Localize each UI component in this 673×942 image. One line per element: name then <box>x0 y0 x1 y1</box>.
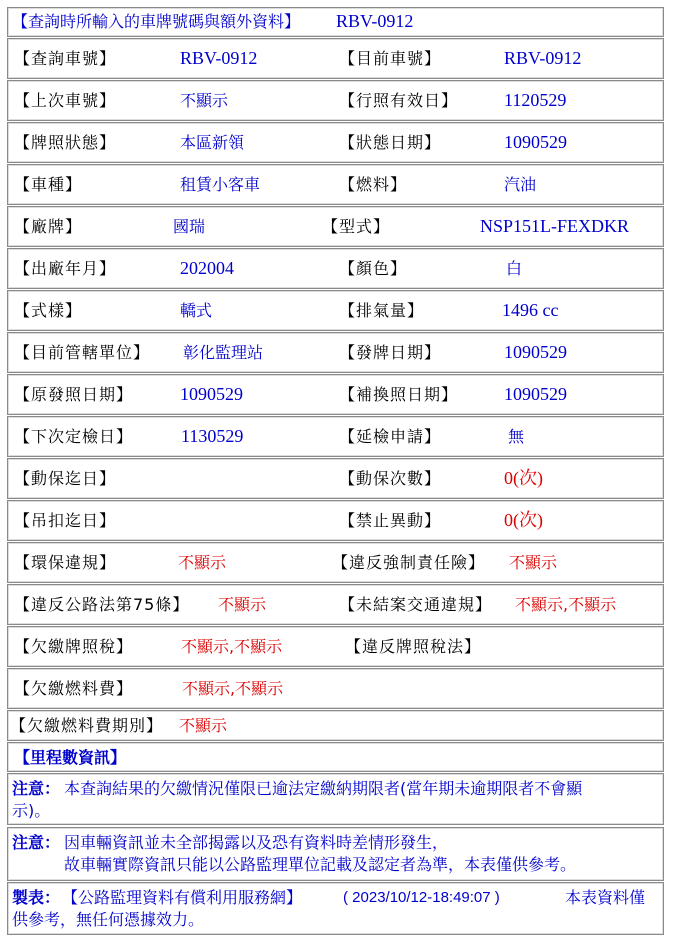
label-unpaid-license-tax: 【欠繳牌照稅】 <box>14 637 134 656</box>
label-fuel: 【燃料】 <box>339 175 408 194</box>
report-footer <box>7 882 664 935</box>
value-vehicle-type: 租賃小客車 <box>180 175 261 194</box>
value-model: NSP151L-FEXDKR <box>480 216 630 236</box>
note-unpaid-scope <box>7 773 664 825</box>
row-plate-status <box>7 122 664 163</box>
row-query-plate <box>7 38 664 79</box>
value-issue-date: 1090529 <box>504 342 567 362</box>
label-license-valid-date: 【行照有效日】 <box>339 91 459 110</box>
label-insurance-violation: 【違反強制責任險】 <box>332 553 486 572</box>
row-body-style <box>7 290 664 331</box>
query-header-label: 【查詢時所輸入的車牌號碼與額外資料】 <box>12 12 301 31</box>
label-fuel-fee-period: 【欠繳燃料費期別】 <box>10 716 164 735</box>
value-transfer-ban: 0(次) <box>504 510 543 530</box>
footer-prefix: 製表： <box>12 888 61 907</box>
label-manufacture-date: 【出廠年月】 <box>14 259 117 278</box>
footer-source-link[interactable]: 【公路監理資料有償利用服務網】 <box>62 888 303 907</box>
label-unpaid-fuel-fee: 【欠繳燃料費】 <box>14 679 134 698</box>
row-fuel-fee <box>7 668 664 709</box>
value-inspection-extension: 無 <box>508 427 525 446</box>
label-transfer-ban: 【禁止異動】 <box>339 511 442 530</box>
mileage-title: 【里程數資訊】 <box>14 748 127 767</box>
row-vehicle-type <box>7 164 664 205</box>
label-model: 【型式】 <box>322 217 391 236</box>
note-data-disclaimer-line2: 故車輛實際資訊只能以公路監理單位記載及認定者為準，本表僅供參考。 <box>64 855 577 874</box>
label-brand: 【廠牌】 <box>14 217 83 236</box>
value-fuel: 汽油 <box>504 175 537 194</box>
label-traffic-violation: 【未結案交通違規】 <box>339 595 493 614</box>
label-next-inspection: 【下次定檢日】 <box>14 427 134 446</box>
row-license-tax <box>7 626 664 667</box>
label-body-style: 【式樣】 <box>14 301 83 320</box>
label-previous-plate: 【上次車號】 <box>14 91 117 110</box>
note-unpaid-scope-line2: 示)。 <box>12 801 51 820</box>
mileage-section <box>7 742 664 772</box>
value-next-inspection: 1130529 <box>181 426 244 446</box>
note-data-disclaimer <box>7 827 664 881</box>
value-license-valid-date: 1120529 <box>504 90 567 110</box>
note-data-disclaimer-line1: 因車輛資訊並未全部揭露以及恐有資料時差情形發生， <box>64 833 449 852</box>
row-previous-plate <box>7 80 664 121</box>
value-chattel-mortgage-count: 0(次) <box>504 468 543 488</box>
value-query-plate: RBV-0912 <box>180 48 258 68</box>
row-brand <box>7 206 664 247</box>
label-plate-status: 【牌照狀態】 <box>14 133 117 152</box>
label-displacement: 【排氣量】 <box>339 301 425 320</box>
label-original-license-date: 【原發照日期】 <box>14 385 134 404</box>
row-chattel-mortgage <box>7 458 664 499</box>
row-jurisdiction <box>7 332 664 373</box>
label-color: 【顏色】 <box>339 259 408 278</box>
footer-line2: 供參考，無任何憑據效力。 <box>12 910 205 929</box>
value-manufacture-date: 202004 <box>180 258 234 278</box>
label-jurisdiction: 【目前管轄單位】 <box>14 343 151 362</box>
value-highway-act-violation: 不顯示 <box>218 595 267 614</box>
query-header <box>7 7 664 37</box>
label-query-plate: 【查詢車號】 <box>14 49 117 68</box>
value-plate-status: 本區新領 <box>180 133 245 152</box>
value-fuel-fee-period: 不顯示 <box>179 716 228 735</box>
row-original-license-date <box>7 374 664 415</box>
value-body-style: 轎式 <box>180 301 213 320</box>
value-original-license-date: 1090529 <box>180 384 243 404</box>
note-unpaid-scope-prefix: 注意： <box>12 779 61 798</box>
label-inspection-extension: 【延檢申請】 <box>339 427 442 446</box>
label-current-plate: 【目前車號】 <box>339 49 442 68</box>
row-highway-act <box>7 584 664 625</box>
value-previous-plate: 不顯示 <box>180 91 229 110</box>
label-highway-act-violation: 【違反公路法第75條】 <box>14 595 190 614</box>
value-unpaid-fuel-fee: 不顯示,不顯示 <box>182 679 284 698</box>
label-status-date: 【狀態日期】 <box>339 133 442 152</box>
value-environmental-violation: 不顯示 <box>178 553 227 572</box>
note-data-disclaimer-prefix: 注意： <box>12 833 61 852</box>
label-chattel-mortgage-count: 【動保次數】 <box>339 469 442 488</box>
value-reissue-date: 1090529 <box>504 384 567 404</box>
row-suspension <box>7 500 664 541</box>
label-vehicle-type: 【車種】 <box>14 175 83 194</box>
row-next-inspection <box>7 416 664 457</box>
footer-line1-tail: 本表資料僅 <box>565 888 646 907</box>
footer-timestamp: ( 2023/10/12-18:49:07 ) <box>343 889 500 906</box>
value-status-date: 1090529 <box>504 132 567 152</box>
label-issue-date: 【發牌日期】 <box>339 343 442 362</box>
query-header-plate: RBV-0912 <box>336 11 414 31</box>
value-brand: 國瑞 <box>173 217 206 236</box>
value-color: 白 <box>506 259 523 278</box>
value-current-plate: RBV-0912 <box>504 48 582 68</box>
label-license-tax-violation: 【違反牌照稅法】 <box>345 637 482 656</box>
value-insurance-violation: 不顯示 <box>509 553 558 572</box>
label-reissue-date: 【補換照日期】 <box>339 385 459 404</box>
label-chattel-mortgage-end: 【動保迄日】 <box>14 469 117 488</box>
value-unpaid-license-tax: 不顯示,不顯示 <box>181 637 283 656</box>
value-traffic-violation: 不顯示,不顯示 <box>515 595 617 614</box>
value-displacement: 1496 cc <box>502 300 559 320</box>
note-unpaid-scope-line1: 本查詢結果的欠繳情況僅限已逾法定繳納期限者(當年期未逾期限者不會顯 <box>64 779 583 798</box>
label-environmental-violation: 【環保違規】 <box>14 553 117 572</box>
row-manufacture-date <box>7 248 664 289</box>
value-jurisdiction: 彰化監理站 <box>183 343 264 362</box>
label-suspension-end: 【吊扣迄日】 <box>14 511 117 530</box>
row-environmental <box>7 542 664 583</box>
row-fuel-fee-period <box>7 710 664 741</box>
